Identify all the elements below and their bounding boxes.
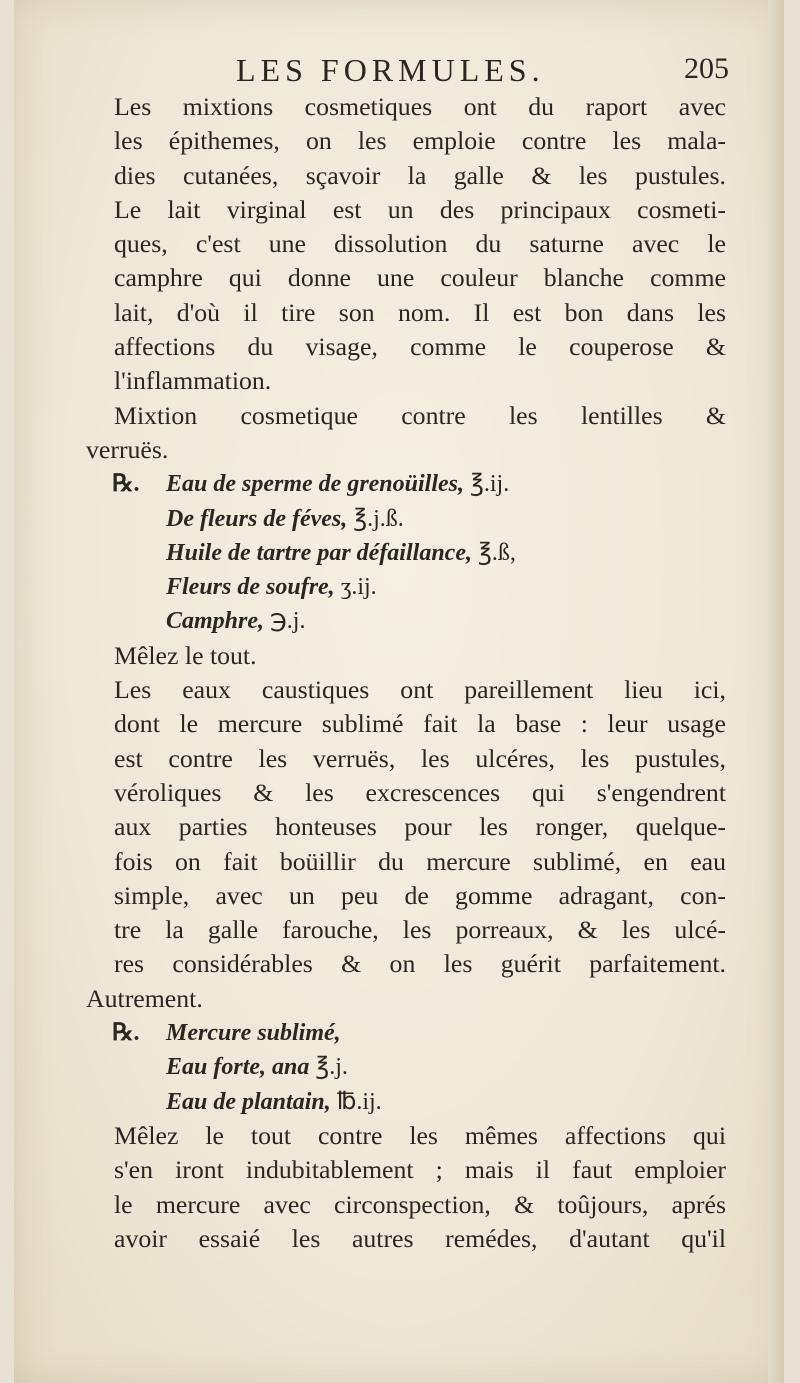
text-line: ques, c'est une dissolution du saturne avec le xyxy=(114,229,726,259)
recipe-line xyxy=(86,1050,726,1084)
recipe-line xyxy=(86,1085,726,1119)
recipe-line xyxy=(86,467,726,501)
text-line: Mêlez le tout contre les mêmes affections qui xyxy=(114,1120,726,1150)
recipe-ingredient: Eau forte, ana xyxy=(166,1054,310,1081)
recipe-ingredient: Camphre, xyxy=(166,608,265,635)
recipe-dose: ℥.j.ß. xyxy=(353,505,404,532)
recipe-dose: ℈.j. xyxy=(270,608,306,635)
paragraph-eaux-caustiques xyxy=(86,673,726,1016)
text-line: le mercure avec circonspection, & toûjours, aprés xyxy=(114,1189,726,1219)
recipe-symbol: ℞. xyxy=(112,471,140,498)
recipe-line xyxy=(86,502,726,536)
recipe-line xyxy=(86,536,726,570)
text-line: s'en iront indubitablement ; mais il faut emploier xyxy=(114,1155,726,1185)
recipe-symbol: ℞. xyxy=(112,1020,140,1047)
text-line: Autrement. xyxy=(86,983,203,1013)
paragraph-cosmetics xyxy=(86,90,726,399)
text-line: camphre qui donne une couleur blanche comme xyxy=(114,263,726,293)
recipe-autrement xyxy=(86,1016,726,1119)
text-line: est contre les verruës, les ulcéres, les pustules, xyxy=(114,743,726,773)
text-line: l'inflammation. xyxy=(114,366,272,396)
text-line: Mixtion cosmetique contre les lentilles & xyxy=(114,400,726,430)
text-line: Mêlez le tout. xyxy=(114,640,257,670)
recipe-dose: ʒ.ij. xyxy=(340,574,377,601)
recipe-lentilles xyxy=(86,467,726,638)
recipe-dose: ℥.j. xyxy=(315,1054,348,1081)
paragraph-mixtion-heading xyxy=(86,399,726,468)
paragraph-conclusion xyxy=(86,1119,726,1256)
recipe-line xyxy=(86,604,726,638)
recipe-line xyxy=(86,1016,726,1050)
page-edge xyxy=(768,0,784,1383)
text-line: dont le mercure sublimé fait la base : leur usage xyxy=(114,709,726,739)
text-line: aux parties honteuses pour les ronger, quelque- xyxy=(114,812,726,842)
text-line: verruës. xyxy=(86,434,169,464)
recipe-dose: ℥.ij. xyxy=(470,471,510,498)
text-line: simple, avec un peu de gomme adragant, con- xyxy=(114,880,726,910)
text-line: Les eaux caustiques ont pareillement lieu ici, xyxy=(114,675,726,705)
page-number: 205 xyxy=(684,52,729,85)
body-text xyxy=(86,90,726,1256)
text-line: véroliques & les excrescences qui s'engendrent xyxy=(114,777,726,807)
recipe-ingredient: Eau de sperme de grenoüilles, xyxy=(166,471,464,498)
recipe-ingredient: Huile de tartre par défaillance, xyxy=(166,539,472,566)
recipe-ingredient: Fleurs de soufre, xyxy=(166,574,335,601)
recipe-ingredient: De fleurs de féves, xyxy=(166,505,348,532)
text-line: res considérables & on les guérit parfaitement. xyxy=(114,949,726,979)
text-line: fois on fait boüillir du mercure sublimé, en eau xyxy=(114,846,726,876)
text-line: affections du visage, comme le couperose & xyxy=(114,332,726,362)
paragraph-melez xyxy=(86,639,726,673)
book-page xyxy=(14,0,784,1383)
text-line: les épithemes, on les emploie contre les mala- xyxy=(114,126,726,156)
recipe-dose: ℔.ij. xyxy=(336,1088,382,1115)
text-line: Le lait virginal est un des principaux cosmeti- xyxy=(114,194,726,224)
text-line: lait, d'où il tire son nom. Il est bon dans les xyxy=(114,297,726,327)
recipe-ingredient: Eau de plantain, xyxy=(166,1088,331,1115)
recipe-line xyxy=(86,570,726,604)
text-line: Les mixtions cosmetiques ont du raport avec xyxy=(114,92,726,121)
running-title: LES FORMULES. xyxy=(236,52,545,88)
text-line: avoir essaié les autres remédes, d'autant qu'il xyxy=(114,1223,726,1253)
text-line: dies cutanées, sçavoir la galle & les pustules. xyxy=(114,160,726,190)
text-line: tre la galle farouche, les porreaux, & les ulcé- xyxy=(114,915,726,945)
recipe-ingredient: Mercure sublimé, xyxy=(166,1020,341,1047)
recipe-dose: ℥.ß, xyxy=(477,539,516,566)
